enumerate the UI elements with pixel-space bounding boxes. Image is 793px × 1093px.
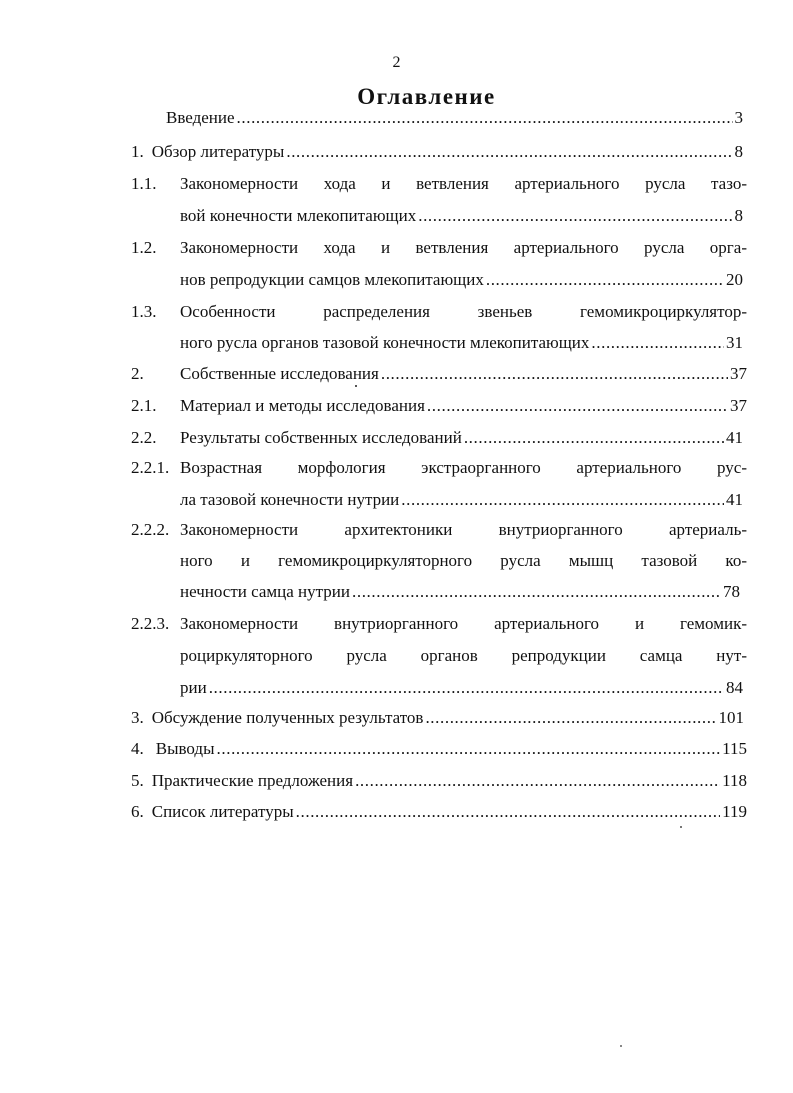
toc-entry-s1-2 [131, 236, 747, 260]
toc-entry-number: 6. [131, 802, 144, 821]
page-title: Оглавление [357, 84, 496, 109]
toc-entry-text: Собственные исследования [180, 364, 379, 383]
toc-entry-text: Выводы [155, 739, 215, 758]
toc-entry-text: вой конечности млекопитающих [180, 206, 417, 225]
toc-entry-number: 1.3. [131, 302, 157, 321]
toc-entry-number: 2. [131, 364, 144, 383]
toc-entry-number: 4. [131, 739, 144, 758]
toc-entry-s6 [131, 800, 747, 824]
dot-leader [352, 580, 721, 604]
toc-entry-text: Введение [166, 108, 235, 127]
toc-entry-text: Закономерности хода и ветвления артериального русла тазо- [180, 174, 747, 193]
toc-entry-page: 78 [723, 582, 740, 601]
toc-entry-number: 2.1. [131, 396, 157, 415]
toc-entry-s1-3-cont [180, 331, 743, 355]
toc-entry-s2-2-3 [131, 612, 747, 636]
toc-entry-text: ного русла органов тазовой конечности млекопитающих [180, 333, 590, 352]
toc-entry-text: Обсуждение полученных результатов [151, 708, 424, 727]
toc-entry-text: Закономерности архитектоники внутриорганного артериаль- [180, 520, 747, 539]
toc-entry-s1-1-cont [180, 204, 743, 228]
toc-entry-s1 [131, 140, 743, 164]
toc-entry-text: нов репродукции самцов млекопитающих [180, 270, 484, 289]
toc-entry-s1-1 [131, 172, 747, 196]
dot-leader [296, 800, 720, 824]
page-number: 2 [392, 54, 401, 71]
toc-entry-s1-2-cont [180, 268, 743, 292]
dot-leader [464, 426, 724, 450]
dot-leader [486, 268, 724, 292]
toc-entry-number: 3. [131, 708, 144, 727]
toc-entry-page: 119 [722, 802, 747, 821]
toc-entry-page: 101 [718, 708, 744, 727]
toc-entry-page: 8 [734, 142, 743, 161]
toc-entry-text: Практические предложения [151, 771, 354, 790]
scan-speck [620, 1045, 622, 1047]
toc-entry-intro [166, 106, 743, 130]
toc-entry-page: 84 [726, 678, 743, 697]
toc-entry-text: рии [180, 678, 207, 697]
toc-entry-page: 41 [726, 490, 743, 509]
toc-entry-text: Возрастная морфология экстраорганного артериального рус- [180, 458, 747, 477]
toc-entry-number: 1. [131, 142, 144, 161]
dot-leader [286, 140, 732, 164]
toc-entry-s3 [131, 706, 744, 730]
toc-entry-s1-3 [131, 300, 747, 324]
toc-entry-number: 1.1. [131, 174, 157, 193]
toc-entry-page: 37 [730, 364, 747, 383]
toc-entry-number: 1.2. [131, 238, 157, 257]
toc-entry-text: Закономерности хода и ветвления артериального русла орга- [180, 238, 747, 257]
toc-entry-s2-2-1-cont [180, 488, 743, 512]
toc-entry-page: 37 [730, 396, 747, 415]
dot-leader [355, 769, 720, 793]
dot-leader [217, 737, 721, 761]
toc-entry-text: Материал и методы исследования [180, 396, 425, 415]
toc-entry-text: Результаты собственных исследований [180, 428, 462, 447]
toc-entry-text: ла тазовой конечности нутрии [180, 490, 400, 509]
scan-speck [680, 826, 682, 828]
toc-entry-number: 2.2.3. [131, 614, 170, 633]
toc-entry-page: 41 [726, 428, 743, 447]
toc-entry-page: 115 [722, 739, 747, 758]
dot-leader [237, 106, 733, 130]
toc-entry-s2-2-3-cont [180, 644, 747, 668]
dot-leader [591, 331, 724, 355]
dot-leader [427, 394, 728, 418]
toc-entry-number: 2.2. [131, 428, 157, 447]
toc-entry-text: Обзор литературы [151, 142, 285, 161]
toc-entry-text: Список литературы [151, 802, 294, 821]
toc-entry-number: 2.2.2. [131, 520, 170, 539]
toc-entry-text: Закономерности внутриорганного артериального и гемомик- [180, 614, 747, 633]
toc-entry-s2 [131, 362, 747, 386]
toc-entry-s2-2-2-cont [180, 549, 747, 573]
toc-entry-text: роциркуляторного русла органов репродукции самца нут- [180, 646, 747, 665]
toc-entry-page: 3 [734, 108, 743, 127]
scan-speck [355, 385, 357, 387]
dot-leader [209, 676, 724, 700]
toc-entry-s5 [131, 769, 747, 793]
toc-entry-page: 118 [722, 771, 747, 790]
toc-entry-text: Особенности распределения звеньев гемомикроциркулятор- [180, 302, 747, 321]
toc-entry-s2-2 [131, 426, 743, 450]
toc-entry-page: 31 [726, 333, 743, 352]
dot-leader [401, 488, 724, 512]
dot-leader [425, 706, 716, 730]
toc-entry-text: ного и гемомикроциркуляторного русла мышц тазовой ко- [180, 551, 747, 570]
toc-entry-s4 [131, 737, 747, 761]
toc-entry-number: 5. [131, 771, 144, 790]
toc-entry-s2-2-2 [131, 518, 747, 542]
toc-entry-s2-1 [131, 394, 747, 418]
toc-entry-page: 20 [726, 270, 743, 289]
toc-entry-s2-2-2-cont2 [180, 580, 740, 604]
toc-entry-text: нечности самца нутрии [180, 582, 350, 601]
dot-leader [418, 204, 732, 228]
dot-leader [381, 362, 728, 386]
toc-entry-page: 8 [734, 206, 743, 225]
toc-entry-number: 2.2.1. [131, 458, 170, 477]
toc-entry-s2-2-3-cont2 [180, 676, 743, 700]
toc-entry-s2-2-1 [131, 456, 747, 480]
